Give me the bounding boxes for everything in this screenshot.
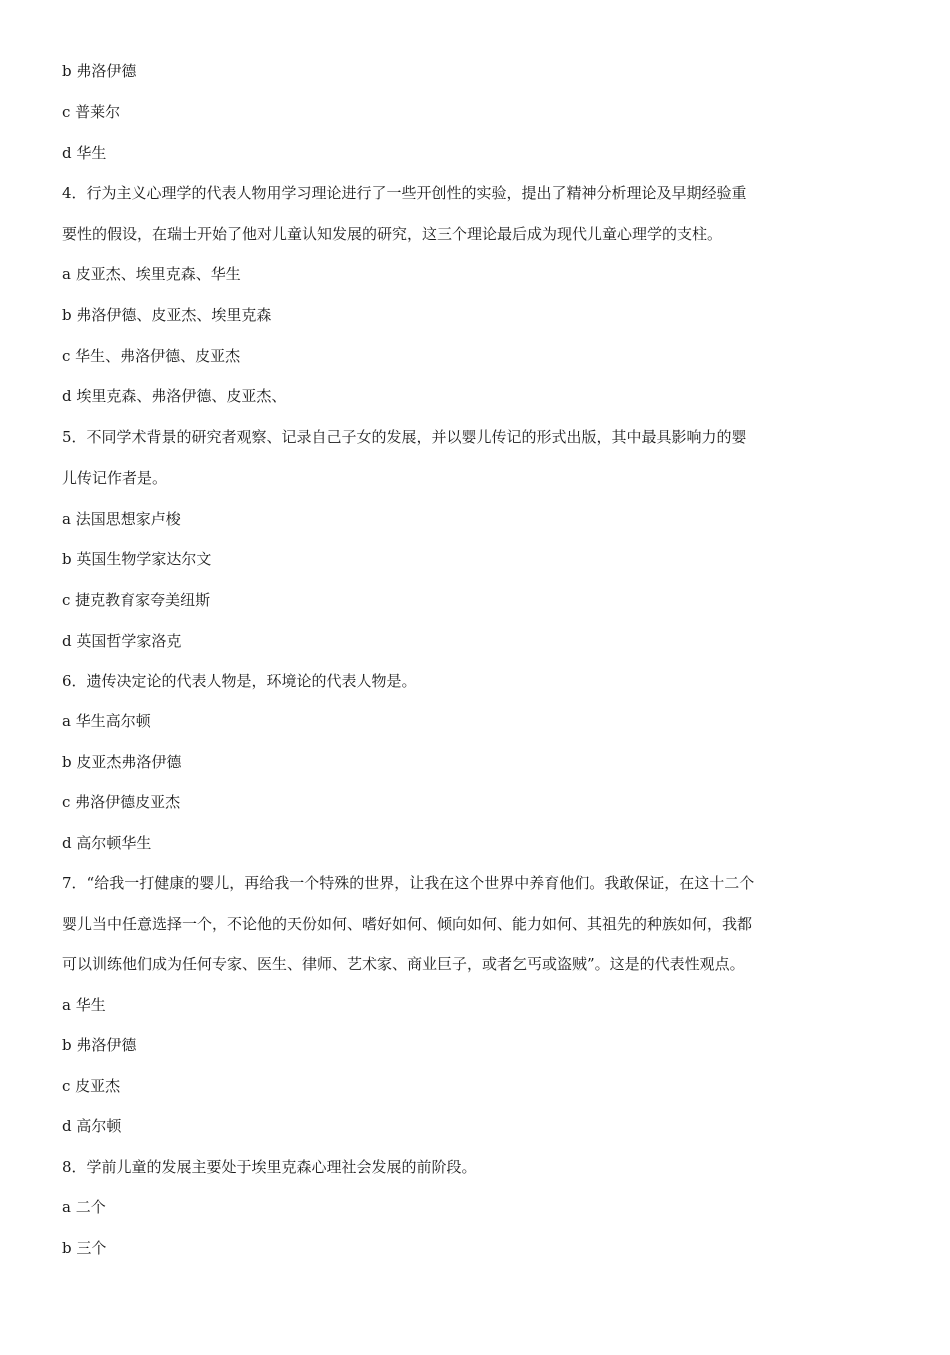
option-7d: d 高尔顿 [62, 1117, 122, 1135]
question-8: 8．学前儿童的发展主要处于埃里克森心理社会发展的前阶段。 [62, 1158, 477, 1176]
question-7-line-2: 婴儿当中任意选择一个，不论他的天份如何、嗜好如何、倾向如何、能力如何、其祖先的种族如何，我都 [62, 915, 753, 933]
question-6: 6．遗传决定论的代表人物是，环境论的代表人物是。 [62, 672, 417, 690]
option-8b: b 三个 [62, 1239, 107, 1257]
question-4-line-2: 要性的假设，在瑞士开始了他对儿童认知发展的研究，这三个理论最后成为现代儿童心理学的支柱。 [62, 225, 723, 243]
question-5-line-2: 儿传记作者是。 [62, 469, 168, 487]
option-4a: a 皮亚杰、埃里克森、华生 [62, 265, 241, 283]
option-5d: d 英国哲学家洛克 [62, 632, 182, 650]
option-4d: d 埃里克森、弗洛伊德、皮亚杰、 [62, 387, 287, 405]
option-7c: c 皮亚杰 [62, 1077, 121, 1095]
option-6c: c 弗洛伊德皮亚杰 [62, 793, 181, 811]
question-5-line-1: 5．不同学术背景的研究者观察、记录自己子女的发展，并以婴儿传记的形式出版，其中最具影响力的婴 [62, 428, 747, 446]
option-5b: b 英国生物学家达尔文 [62, 550, 212, 568]
option-3c: c 普莱尔 [62, 103, 121, 121]
option-8a: a 二个 [62, 1198, 106, 1216]
question-7-line-1: 7．“给我一打健康的婴儿，再给我一个特殊的世界，让我在这个世界中养育他们。我敢保证，在这十二个 [62, 874, 755, 892]
option-3b: b 弗洛伊德 [62, 62, 137, 80]
option-7b: b 弗洛伊德 [62, 1036, 137, 1054]
option-4b: b 弗洛伊德、皮亚杰、埃里克森 [62, 306, 272, 324]
option-6a: a 华生高尔顿 [62, 712, 151, 730]
option-3d: d 华生 [62, 144, 107, 162]
option-5c: c 捷克教育家夸美纽斯 [62, 591, 211, 609]
question-4-line-1: 4．行为主义心理学的代表人物用学习理论进行了一些开创性的实验，提出了精神分析理论及早期经验重 [62, 184, 747, 202]
option-6b: b 皮亚杰弗洛伊德 [62, 753, 182, 771]
option-5a: a 法国思想家卢梭 [62, 510, 181, 528]
option-7a: a 华生 [62, 996, 106, 1014]
option-4c: c 华生、弗洛伊德、皮亚杰 [62, 347, 241, 365]
question-7-line-3: 可以训练他们成为任何专家、医生、律师、艺术家、商业巨子，或者乞丐或盗贼”。这是的代表性观点。 [62, 955, 745, 973]
option-6d: d 高尔顿华生 [62, 834, 152, 852]
